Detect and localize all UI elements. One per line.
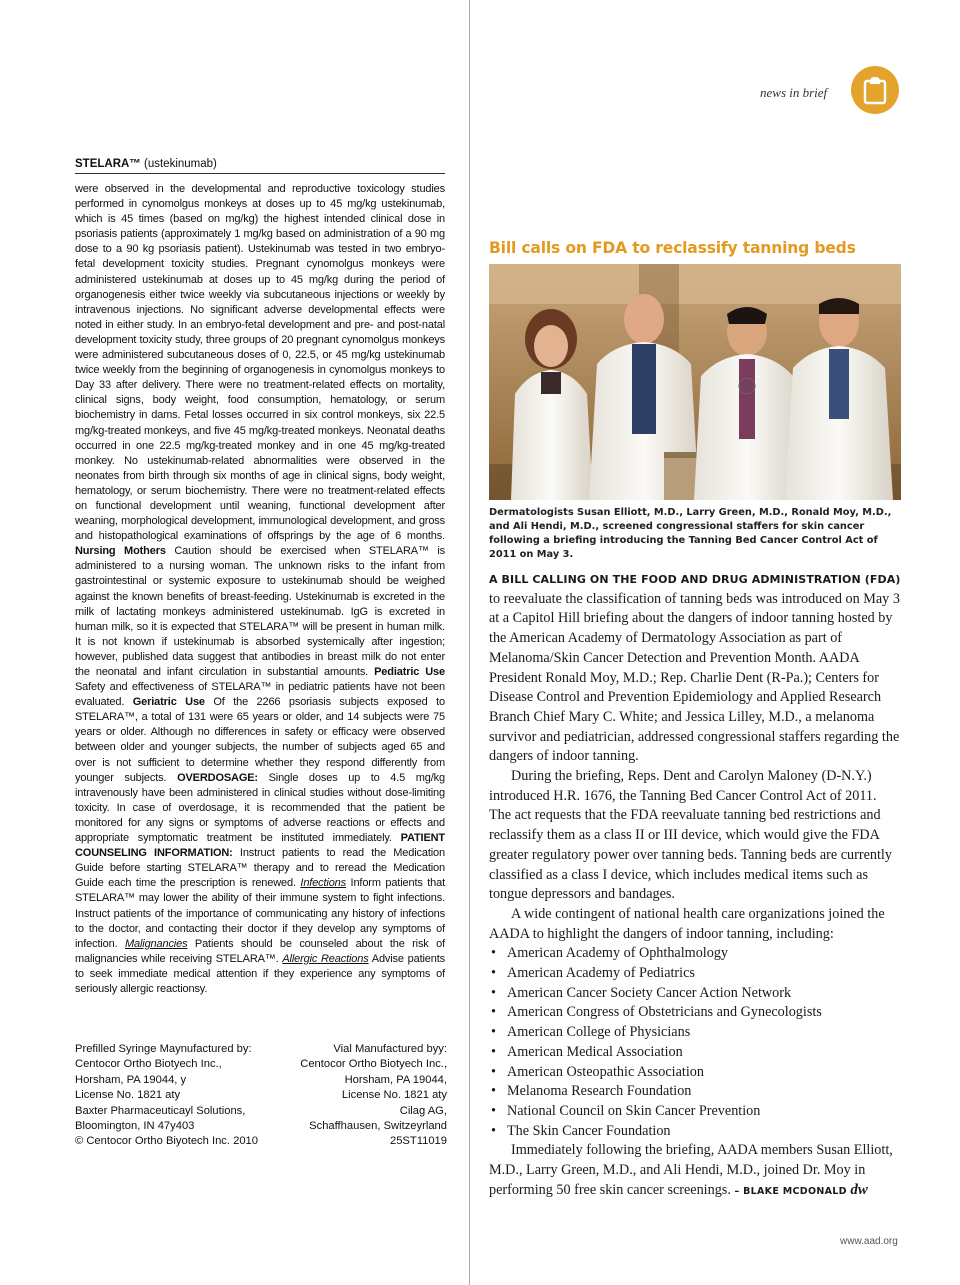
manufacturing-right: 25ST11019 (389, 1135, 447, 1148)
paragraph-3: A wide contingent of national health care organizations joined the AADA to highlight the dangers of indoor tanning, including: (489, 905, 885, 942)
organization-item: • American Medical Association (489, 1043, 901, 1063)
paragraph-1-text: to reevaluate the classification of tanning beds was introduced on May 3 at a Capitol Hill briefing about the dangers of indoor tanning hosted by the American Academy of Dermatology Association as part of Melanoma/Skin Cancer Detection and Prevention Month. AADA President Ronald Moy, M.D.; Rep. Charlie Dent (R-Pa.); Centers for Disease Control and Prevention Epidemiology and Applied Research Branch Chief Mary C. White; and Jessica Lilley, M.D., a melanoma survivor and pediatrician, addressed congressional staffers regarding the dangers of indoor tanning. (489, 590, 900, 765)
pi-subheading: Geriatric Use (132, 696, 205, 709)
pi-subheading: Allergic Reactions (282, 952, 369, 965)
organization-item: • Melanoma Research Foundation (489, 1082, 901, 1102)
product-generic: (ustekinumab) (140, 158, 217, 170)
article-body (489, 570, 901, 1202)
organization-item: • The Skin Cancer Foundation (489, 1122, 901, 1142)
manufacturing-row (75, 1042, 447, 1057)
signoff-mark: dw (850, 1181, 868, 1198)
column-divider (469, 0, 470, 1285)
manufacturing-right: Cilag AG, (399, 1104, 447, 1117)
pi-text-segment: Inform patients that STELARA™ may lower the ability of their immune system to fight infections. Instruct patients of the importance of communicating any history of infections to the doctor, and contacting their doctor if they develop any symptoms of infection. (75, 877, 445, 950)
paragraph-4-text: Immediately following the briefing, AADA members Susan Elliott, M.D., Larry Green, M.D., and Ali Hendi, M.D., joined Dr. Moy in performing 50 free skin cancer screenings. (489, 1142, 893, 1198)
organization-item: • American College of Physicians (489, 1023, 901, 1043)
footer-url[interactable]: www.aad.org (840, 1236, 898, 1247)
photo-caption: Dermatologists Susan Elliott, M.D., Larry Green, M.D., Ronald Moy, M.D., and Ali Hendi, M.D., screened congressional staffers for skin cancer following a briefing introducing the Tanning Bed Cancer Control Act of 2011 on May 3. (489, 507, 892, 560)
pi-text-segment: Single doses up to 4.5 mg/kg intravenously have been administered in clinical studies without dose-limiting toxicity. In case of overdosage, it is recommended that the patient be monitored for any signs or symptoms of adverse reactions or effects and appropriate symptomatic treatment be instituted immediately. (75, 771, 446, 845)
pi-subheading: Malignancies (125, 937, 188, 950)
manufacturing-left: Centocor Ortho Biotyech Inc., (75, 1058, 222, 1071)
section-label: news in brief (760, 85, 828, 100)
manufacturing-row (75, 1073, 447, 1088)
manufacturing-info (75, 1042, 447, 1150)
event-photo (489, 264, 901, 500)
manufacturing-left: Horsham, PA 19044, y (75, 1073, 187, 1086)
manufacturing-right: License No. 1821 aty (341, 1089, 447, 1102)
pi-text-segment: were observed in the developmental and reproductive toxicology studies performed in cynomolgus monkeys at doses up to 45 mg/kg ustekinumab, which is 45 times (based on mg/kg) the highest intended clinical dose in psoriasis patients (approximately 1 mg/kg based on administration of a 90 mg dose to a 90 kg psoriasis patient). Ustekinumab was tested in two embryo-fetal development toxicity studies. Pregnant cynomolgus monkeys were administered ustekinumab at doses up to 45 mg/kg during the period of organogenesis either twice weekly via subcutaneous injections or weekly by intravenous injections. No significant adverse developmental effects were noted in either study. In an embryo-fetal development and pre- and post-natal development toxicity study, three groups of 20 pregnant cynomolgus monkeys were administered subcutaneous doses of 0, 22.5, or 45 mg/kg ustekinumab twice weekly from the beginning of organogenesis in cynomolgus monkeys to Day 33 after delivery. There were no treatment-related effects on mortality, clinical signs, body weight, food consumption, hematology, or serum biochemistry in dams. Fetal losses occurred in six control monkeys, six 22.5 mg/kg-treated monkeys, and five 45 mg/kg-treated monkeys. Neonatal deaths occurred in one 22.5 mg/kg-treated monkey and in one 45 mg/kg-treated monkey. No ustekinumab-related abnormalities were observed in the neonates from birth through six months of age in clinical signs, body weight, hematology, or serum biochemistry. There were no treatment-related effects on functional development until weaning, functional development after weaning, morphological development, immunological development, and gross and histopathological examinations of offsprings by the age of 6 months. (75, 183, 445, 543)
organization-item: • American Congress of Obstetricians and Gynecologists (489, 1003, 901, 1023)
organization-item: • American Academy of Pediatrics (489, 964, 901, 984)
manufacturing-left: License No. 1821 aty (75, 1089, 181, 1102)
article-headline: Bill calls on FDA to reclassify tanning beds (489, 239, 856, 257)
manufacturing-row (75, 1088, 447, 1103)
pi-text-segment: Instruct patients to read the Medication Guide before starting STELARA™ therapy and to reread the Medication Guide each time the prescription is renewed. (75, 847, 445, 890)
manufacturing-left: Baxter Pharmaceuticayl Solutions, (75, 1104, 246, 1117)
paragraph-1 (489, 570, 901, 767)
pi-text-segment: Patients should be counseled about the risk of malignancies while receiving STELARA™. (75, 937, 446, 965)
lead-caps: A BILL CALLING ON THE FOOD AND DRUG ADMINISTRATION (FDA) (489, 573, 901, 586)
pi-text-segment: Of the 2266 psoriasis subjects exposed to STELARA™, a total of 131 were 65 years or older, and 14 subjects were 75 years or older. Although no differences in safety or efficacy were observed between older and younger subjects, the number of subjects aged 65 and over is not sufficient to determine whether they respond differently from younger subjects. (75, 696, 445, 784)
manufacturing-right: Horsham, PA 19044, (344, 1073, 447, 1086)
pi-header (75, 158, 445, 174)
organization-list (489, 944, 901, 1141)
organization-item: • National Council on Skin Cancer Prevention (489, 1102, 901, 1122)
manufacturing-row (75, 1119, 447, 1134)
pi-subheading: Nursing Mothers (75, 545, 166, 558)
manufacturing-row (75, 1104, 447, 1119)
manufacturing-right: Vial Manufactured byy: (333, 1043, 447, 1055)
pi-body-text (75, 182, 445, 997)
photo-sign-text: AAD (741, 385, 752, 391)
byline: – BLAKE MCDONALD (730, 1185, 851, 1197)
dermatologists-photo (489, 264, 901, 500)
pi-subheading: Pediatric Use (374, 666, 445, 678)
pi-subheading: OVERDOSAGE: (177, 771, 258, 784)
pi-text-segment: Advise patients to seek immediate medical attention if they experience any symptoms of seriously allergic reactionsy. (75, 952, 445, 995)
organization-item: • American Osteopathic Association (489, 1063, 901, 1083)
pi-subheading: PATIENT COUNSELING INFORMATION: (75, 832, 445, 860)
manufacturing-row (75, 1057, 447, 1072)
paragraph-2: During the briefing, Reps. Dent and Carolyn Maloney (D-N.Y.) introduced H.R. 1676, the Tanning Bed Cancer Control Act of 2011. The act requests that the FDA reevaluate tanning bed restrictions and reclassify them as a class II or III device, which would give the FDA greater regulatory power over tanning beds. Tanning beds are currently classified as a class I device, which includes medical items such as tongue depressors and bandages. (489, 768, 892, 903)
manufacturing-row (75, 1134, 447, 1149)
organization-item: • American Academy of Ophthalmology (489, 944, 901, 964)
manufacturing-left: © Centocor Ortho Biyotech Inc. 2010 (75, 1135, 258, 1148)
news-badge (851, 66, 899, 114)
pi-text-segment: Caution should be exercised when STELARA™ is administered to a nursing woman. The unknown risks to the infant from gastrointestinal or systemic exposure to ustekinumab should be weighed against the known benefits of breast-feeding. Ustekinumab is excreted in the milk of lactating monkeys administered ustekinumab. IgG is excreted in human milk, so it is expected that STELARA™ will be present in human milk. It is not known if ustekinumab is absorbed systemically after ingestion; however, published data suggest that antibodies in breast milk do not enter the neonatal and infant circulation in substantial amounts. (75, 545, 445, 678)
manufacturing-right: Schaffhausen, Switzeyrland (309, 1120, 447, 1133)
manufacturing-left: Prefilled Syringe Maynufactured by: (75, 1043, 252, 1055)
manufacturing-right: Centocor Ortho Biotyech Inc., (300, 1058, 447, 1071)
product-name: STELARA™ (75, 158, 141, 170)
paragraph-4 (489, 1141, 901, 1201)
organization-item: • American Cancer Society Cancer Action Network (489, 984, 901, 1004)
prescribing-info (75, 158, 445, 997)
pi-text-segment: Safety and effectiveness of STELARA™ in pediatric patients have not been evaluated. (75, 681, 445, 709)
pi-subheading: Infections (300, 877, 347, 890)
manufacturing-left: Bloomington, IN 47y403 (75, 1120, 195, 1133)
clipboard-icon (863, 75, 887, 105)
